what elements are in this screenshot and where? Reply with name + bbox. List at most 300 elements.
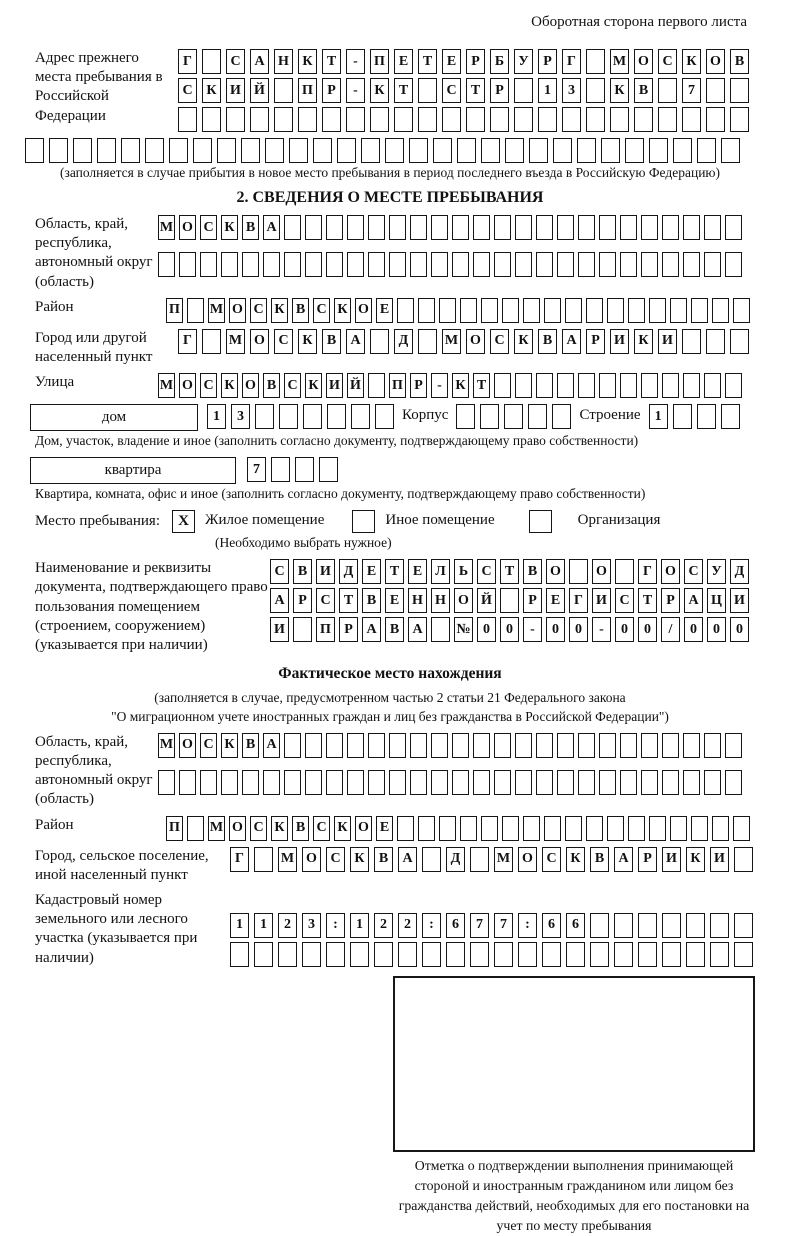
char-box: 1	[254, 913, 273, 938]
char-box	[422, 847, 441, 872]
char-box: С	[178, 78, 197, 103]
char-box	[470, 847, 489, 872]
char-box: О	[518, 847, 537, 872]
char-box	[528, 404, 547, 429]
char-box: И	[610, 329, 629, 354]
raion-label: Район	[35, 298, 74, 315]
char-box	[265, 138, 284, 163]
char-box: П	[316, 617, 335, 642]
char-box	[599, 215, 616, 240]
char-box: М	[610, 49, 629, 74]
char-box	[279, 404, 298, 429]
char-box: С	[442, 78, 461, 103]
char-box	[452, 733, 469, 758]
dom-line	[30, 404, 755, 431]
char-box: 0	[477, 617, 496, 642]
char-box	[326, 733, 343, 758]
char-box: С	[200, 373, 217, 398]
char-box	[494, 252, 511, 277]
char-box: Б	[490, 49, 509, 74]
char-box	[460, 298, 477, 323]
char-box	[254, 847, 273, 872]
char-box	[410, 252, 427, 277]
char-box: В	[242, 733, 259, 758]
char-box	[734, 913, 753, 938]
char-box	[500, 588, 519, 613]
dom-cells	[207, 404, 394, 429]
char-box: Т	[466, 78, 485, 103]
char-box	[337, 138, 356, 163]
char-box: О	[229, 298, 246, 323]
char-box	[620, 215, 637, 240]
char-box	[523, 816, 540, 841]
char-box: В	[263, 373, 280, 398]
char-box: О	[466, 329, 485, 354]
char-box	[578, 733, 595, 758]
char-box: Т	[638, 588, 657, 613]
char-box	[557, 215, 574, 240]
char-box: Й	[347, 373, 364, 398]
char-box: В	[590, 847, 609, 872]
char-box	[504, 404, 523, 429]
char-box: 7	[247, 457, 266, 482]
char-box	[620, 252, 637, 277]
char-box	[274, 107, 293, 132]
char-box: К	[334, 816, 351, 841]
char-box	[302, 942, 321, 967]
char-box	[523, 298, 540, 323]
char-box	[566, 942, 585, 967]
char-box	[662, 373, 679, 398]
kadastr-label: Кадастровый номер земельного или лесного участка (указывается при наличии)	[35, 891, 198, 966]
char-box: Г	[178, 49, 197, 74]
char-box	[368, 733, 385, 758]
char-box: Р	[410, 373, 427, 398]
char-box: И	[730, 588, 749, 613]
char-box	[346, 107, 365, 132]
char-box: М	[158, 373, 175, 398]
char-box	[725, 252, 742, 277]
char-box	[683, 373, 700, 398]
char-box	[326, 942, 345, 967]
char-box	[389, 252, 406, 277]
char-box	[704, 373, 721, 398]
fact-note	[25, 689, 755, 727]
char-box	[536, 733, 553, 758]
prev-address-label: Адрес прежнего места пребывания в Российской Федерации	[35, 50, 163, 124]
char-box	[368, 215, 385, 240]
char-box	[494, 942, 513, 967]
char-box	[410, 733, 427, 758]
char-box	[326, 770, 343, 795]
mesto-note: (Необходимо выбрать нужное)	[215, 535, 392, 551]
char-box	[557, 733, 574, 758]
char-box: 0	[546, 617, 565, 642]
char-box	[586, 107, 605, 132]
char-box: Т	[418, 49, 437, 74]
char-box: Е	[376, 816, 393, 841]
fact-oblast-row-1	[158, 733, 742, 758]
char-box	[710, 913, 729, 938]
char-box	[710, 942, 729, 967]
char-box	[398, 942, 417, 967]
char-box: К	[271, 298, 288, 323]
char-box	[683, 252, 700, 277]
char-box: -	[431, 373, 448, 398]
char-box	[481, 138, 500, 163]
char-box	[725, 373, 742, 398]
char-box: Е	[408, 559, 427, 584]
char-box	[326, 252, 343, 277]
char-box: О	[592, 559, 611, 584]
char-box: А	[408, 617, 427, 642]
char-box: Н	[431, 588, 450, 613]
char-box: И	[316, 559, 335, 584]
char-box	[230, 942, 249, 967]
char-box	[565, 298, 582, 323]
char-box: С	[490, 329, 509, 354]
char-box	[578, 373, 595, 398]
char-box	[628, 816, 645, 841]
char-box: Ц	[707, 588, 726, 613]
char-box	[370, 329, 389, 354]
char-box	[452, 252, 469, 277]
checkbox-organizatsiya	[529, 510, 552, 533]
char-box	[278, 942, 297, 967]
char-box	[422, 942, 441, 967]
char-box: Г	[178, 329, 197, 354]
char-box: 2	[398, 913, 417, 938]
char-box	[284, 215, 301, 240]
char-box	[460, 816, 477, 841]
char-box: О	[454, 588, 473, 613]
char-box: В	[385, 617, 404, 642]
char-box: В	[322, 329, 341, 354]
char-box: 0	[500, 617, 519, 642]
char-box: С	[274, 329, 293, 354]
char-box: С	[684, 559, 703, 584]
char-box	[704, 770, 721, 795]
char-box: П	[166, 816, 183, 841]
char-box	[466, 107, 485, 132]
char-box	[725, 215, 742, 240]
char-box: А	[346, 329, 365, 354]
char-box	[615, 559, 634, 584]
char-box	[361, 138, 380, 163]
char-box: 0	[730, 617, 749, 642]
char-box	[452, 215, 469, 240]
char-box: 2	[278, 913, 297, 938]
char-box: 7	[682, 78, 701, 103]
char-box	[351, 404, 370, 429]
char-box: В	[293, 559, 312, 584]
char-box	[410, 215, 427, 240]
char-box: К	[298, 49, 317, 74]
gorod-label: Город или другой населенный пункт	[35, 329, 153, 365]
char-box	[439, 816, 456, 841]
char-box	[494, 770, 511, 795]
char-box: К	[610, 78, 629, 103]
char-box: Р	[638, 847, 657, 872]
char-box	[473, 215, 490, 240]
char-box	[544, 298, 561, 323]
char-box: К	[305, 373, 322, 398]
fact-raion-label: Район	[35, 816, 74, 833]
char-box	[73, 138, 92, 163]
char-box	[226, 107, 245, 132]
char-box: О	[546, 559, 565, 584]
char-box	[350, 942, 369, 967]
char-box	[670, 816, 687, 841]
char-box	[529, 138, 548, 163]
char-box	[202, 329, 221, 354]
char-box	[599, 252, 616, 277]
oblast-label: Область, край, республика, автономный округ (область)	[35, 216, 153, 290]
char-box	[368, 770, 385, 795]
char-box	[202, 49, 221, 74]
char-box: 6	[566, 913, 585, 938]
char-box: П	[166, 298, 183, 323]
char-box: А	[562, 329, 581, 354]
char-box: 0	[707, 617, 726, 642]
char-box	[385, 138, 404, 163]
char-box: В	[374, 847, 393, 872]
char-box	[179, 770, 196, 795]
char-box: М	[208, 298, 225, 323]
raion-row	[166, 298, 750, 323]
char-box	[515, 733, 532, 758]
char-box: В	[292, 816, 309, 841]
char-box: С	[226, 49, 245, 74]
mesto-option-organizatsiya: Организация	[577, 512, 661, 529]
mesto-row	[25, 510, 755, 533]
char-box: :	[326, 913, 345, 938]
char-box	[704, 215, 721, 240]
char-box: Н	[274, 49, 293, 74]
char-box: О	[302, 847, 321, 872]
char-box	[628, 298, 645, 323]
char-box	[439, 298, 456, 323]
char-box	[730, 107, 749, 132]
char-box	[614, 913, 633, 938]
char-box: О	[355, 816, 372, 841]
char-box: В	[730, 49, 749, 74]
char-box	[536, 770, 553, 795]
char-box: 3	[302, 913, 321, 938]
char-box	[158, 770, 175, 795]
char-box: А	[263, 733, 280, 758]
char-box	[704, 252, 721, 277]
char-box: У	[514, 49, 533, 74]
char-box: 6	[446, 913, 465, 938]
char-box: 7	[494, 913, 513, 938]
char-box: В	[362, 588, 381, 613]
char-box	[673, 138, 692, 163]
char-box	[662, 252, 679, 277]
mesto-label: Место пребывания:	[35, 513, 160, 530]
char-box: М	[278, 847, 297, 872]
char-box	[241, 138, 260, 163]
char-box	[442, 107, 461, 132]
korpus-cells	[456, 404, 571, 429]
char-box: С	[200, 215, 217, 240]
char-box	[518, 942, 537, 967]
char-box	[242, 770, 259, 795]
char-box: Д	[394, 329, 413, 354]
char-box	[347, 252, 364, 277]
char-box: О	[250, 329, 269, 354]
char-box	[712, 816, 729, 841]
char-box	[389, 215, 406, 240]
char-box	[649, 138, 668, 163]
char-box	[221, 252, 238, 277]
char-box: 7	[470, 913, 489, 938]
char-box: К	[682, 49, 701, 74]
char-box	[322, 107, 341, 132]
char-box: Т	[394, 78, 413, 103]
char-box: О	[179, 215, 196, 240]
char-box	[562, 107, 581, 132]
char-box	[649, 298, 666, 323]
char-box	[271, 457, 290, 482]
char-box	[494, 733, 511, 758]
stroenie-label: Строение	[579, 407, 641, 424]
char-box: У	[707, 559, 726, 584]
char-box: 6	[542, 913, 561, 938]
char-box	[682, 329, 701, 354]
char-box: -	[523, 617, 542, 642]
char-box: Д	[339, 559, 358, 584]
char-box: Ь	[454, 559, 473, 584]
char-box	[505, 138, 524, 163]
char-box	[389, 770, 406, 795]
char-box: С	[658, 49, 677, 74]
char-box	[733, 816, 750, 841]
stroenie-cells	[649, 404, 740, 429]
char-box: Р	[586, 329, 605, 354]
char-box	[662, 733, 679, 758]
kvartira-cells	[247, 457, 338, 482]
fact-oblast-block	[25, 733, 755, 810]
char-box	[305, 770, 322, 795]
char-box: К	[221, 215, 238, 240]
char-box	[431, 617, 450, 642]
char-box	[263, 252, 280, 277]
char-box	[284, 733, 301, 758]
checkbox-zhiloe: X	[172, 510, 195, 533]
char-box	[284, 252, 301, 277]
char-box	[200, 770, 217, 795]
char-box	[49, 138, 68, 163]
char-box	[502, 816, 519, 841]
mesto-option-zhiloe: Жилое помещение	[205, 512, 325, 529]
char-box	[553, 138, 572, 163]
char-box	[586, 298, 603, 323]
char-box: К	[514, 329, 533, 354]
char-box: Е	[362, 559, 381, 584]
fact-gorod-row	[230, 847, 753, 872]
oblast-row-1	[158, 215, 742, 240]
char-box	[242, 252, 259, 277]
char-box	[397, 816, 414, 841]
char-box: Т	[500, 559, 519, 584]
char-box: А	[263, 215, 280, 240]
char-box: О	[706, 49, 725, 74]
char-box	[565, 816, 582, 841]
char-box: А	[398, 847, 417, 872]
char-box: А	[614, 847, 633, 872]
char-box: И	[592, 588, 611, 613]
char-box	[431, 252, 448, 277]
char-box	[704, 733, 721, 758]
char-box	[374, 942, 393, 967]
char-box	[733, 298, 750, 323]
korpus-label: Корпус	[402, 407, 449, 424]
char-box	[494, 215, 511, 240]
char-box	[480, 404, 499, 429]
char-box	[712, 298, 729, 323]
char-box	[515, 252, 532, 277]
prev-address-note: (заполняется в случае прибытия в новое место пребывания в период последнего въезда в Российскую Федерацию)	[59, 165, 721, 180]
char-box	[673, 404, 692, 429]
char-box	[397, 298, 414, 323]
char-box	[599, 770, 616, 795]
page-header: Оборотная сторона первого листа	[531, 14, 747, 30]
char-box: В	[523, 559, 542, 584]
oblast-block	[25, 215, 755, 292]
char-box: И	[662, 847, 681, 872]
char-box	[418, 107, 437, 132]
char-box	[274, 78, 293, 103]
char-box	[347, 215, 364, 240]
ulitsa-row	[158, 373, 742, 398]
char-box: Р	[523, 588, 542, 613]
char-box: О	[661, 559, 680, 584]
char-box	[305, 252, 322, 277]
char-box	[538, 107, 557, 132]
char-box	[725, 770, 742, 795]
char-box	[303, 404, 322, 429]
stamp-note: Отметка о подтверждении выполнения принимающей стороной и иностранным гражданином или лицом без гражданства действий, необходимых для его постановки на учет по месту пребывания	[398, 1157, 750, 1233]
char-box	[370, 107, 389, 132]
char-box: С	[270, 559, 289, 584]
char-box	[470, 942, 489, 967]
char-box	[721, 138, 740, 163]
doc-block	[25, 559, 755, 655]
char-box	[347, 770, 364, 795]
char-box: Т	[322, 49, 341, 74]
char-box: 0	[638, 617, 657, 642]
kvartira-line	[30, 457, 755, 484]
ulitsa-label: Улица	[35, 374, 75, 391]
fact-note-line-1: (заполняется в случае, предусмотренном частью 2 статьи 21 Федерального закона	[154, 690, 626, 706]
char-box: 0	[569, 617, 588, 642]
char-box: Г	[230, 847, 249, 872]
char-box: К	[370, 78, 389, 103]
char-box: И	[226, 78, 245, 103]
mesto-option-inoe: Иное помещение	[385, 512, 495, 529]
fact-title: Фактическое место нахождения	[278, 665, 502, 683]
char-box	[601, 138, 620, 163]
char-box: Г	[562, 49, 581, 74]
char-box: С	[284, 373, 301, 398]
char-box: И	[710, 847, 729, 872]
char-box: Р	[322, 78, 341, 103]
char-box: 0	[684, 617, 703, 642]
char-box: 2	[374, 913, 393, 938]
char-box: К	[221, 373, 238, 398]
char-box	[721, 404, 740, 429]
